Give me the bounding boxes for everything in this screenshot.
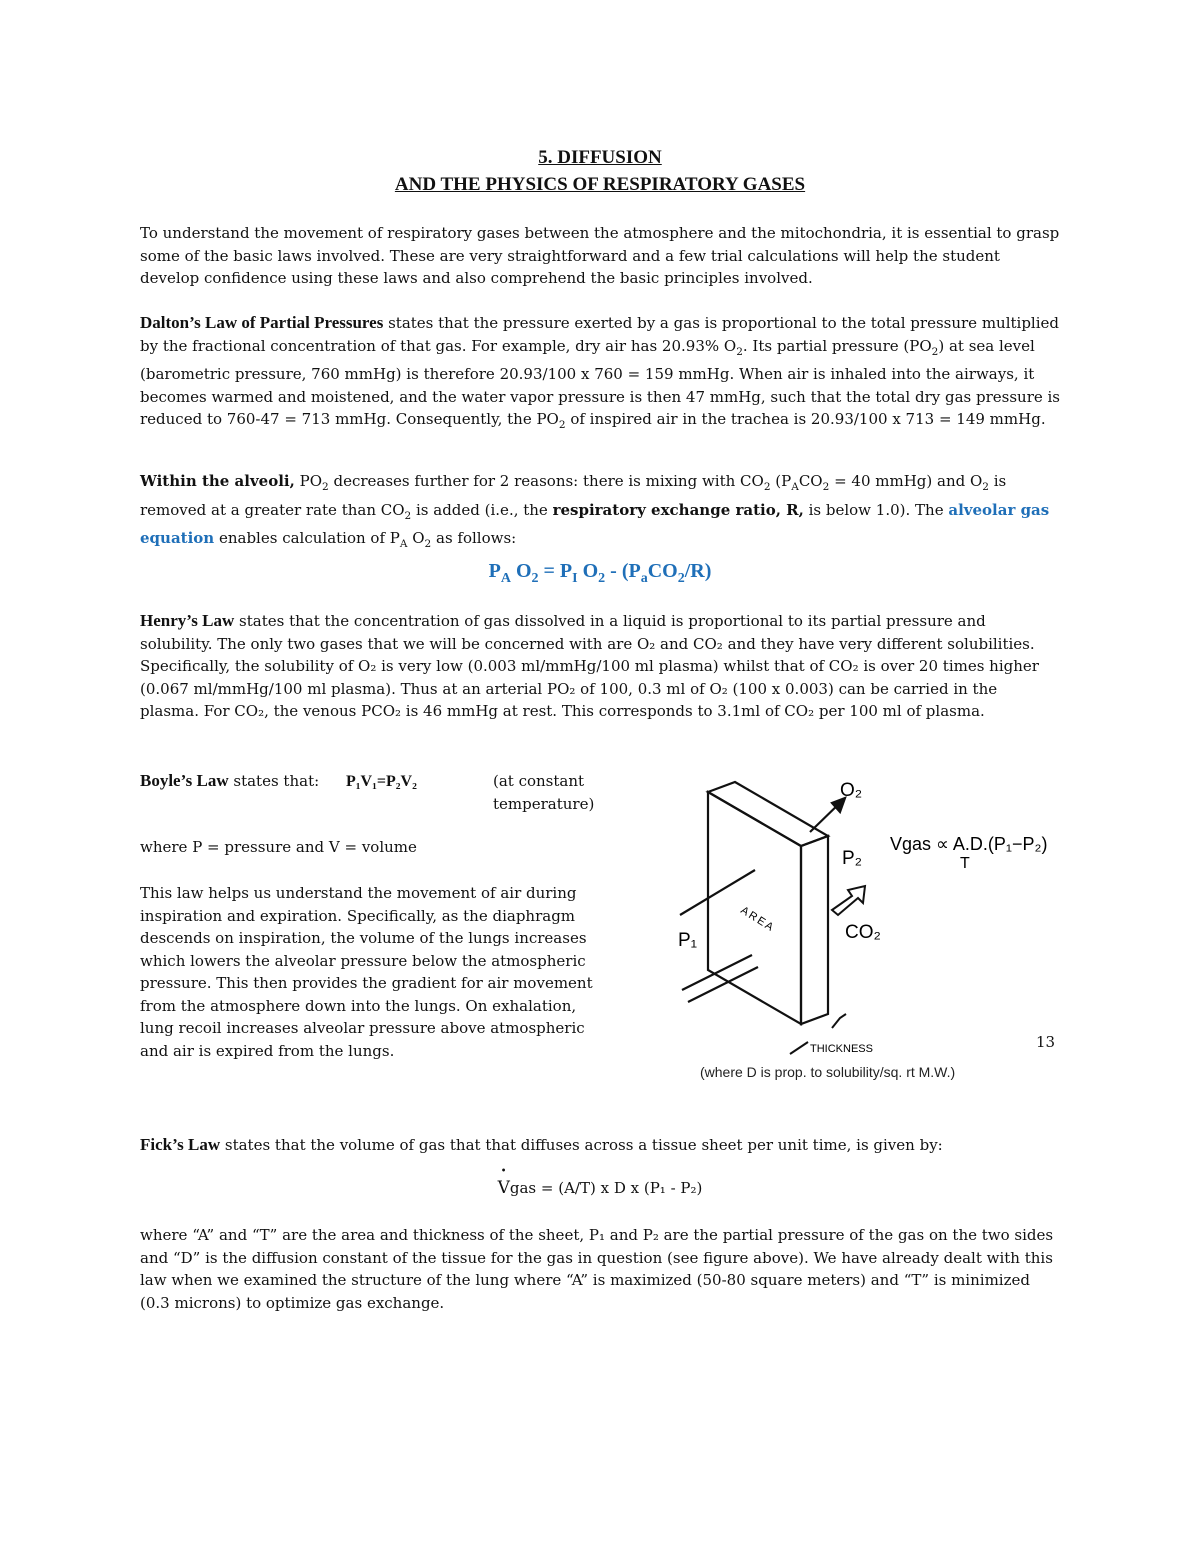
dalton-text: states that the pressure exerted by a gas is proportional to the total pressure multiplied by the fractional concentration of that gas. For example, dry air has 20.93% O [140, 314, 1060, 355]
thickness-arrow [790, 1042, 808, 1054]
fick-equation [0, 1178, 1200, 1198]
fick-heading: Fick’s Law [140, 1135, 221, 1154]
subscript: 2 [736, 345, 743, 358]
boyle-paragraph: This law helps us understand the movement of air during inspiration and expiration. Specifically, as the diaphragm descends on inspiration, the volume of the lungs increases which lowers the alveolar pressure below the atmospheric pressure. This then provides the gradient for air movement from the atmosphere down into the lungs. On exhalation, lung recoil increases alveolar pressure above atmospheric and air is expired from the lungs. [140, 884, 593, 1060]
alveolar-gas-equation-link[interactable]: alveolar gas equation [140, 500, 1050, 547]
thickness-label: THICKNESS [810, 1043, 873, 1055]
dalton-text: of inspired air in the trachea is 20.93/100 x 713 = 149 mmHg. [565, 410, 1046, 428]
alveoli-text: O [407, 529, 425, 547]
eq-part: CO [647, 560, 678, 582]
figure-caption: (where D is prop. to solubility/sq. rt M.W.) [700, 1064, 956, 1080]
fick-text: states that the volume of gas that that diffuses across a tissue sheet per unit time, is given by: [220, 1136, 943, 1154]
page-title [0, 144, 1200, 198]
co2-arrow-shape [832, 886, 865, 915]
subscript: 2 [931, 345, 939, 358]
o2-arrow [810, 798, 845, 832]
sheet-side [801, 836, 828, 1024]
vgas-formula: Vgas ∝ A.D.(P₁−P₂) [890, 834, 1048, 854]
page-number: 13 [1036, 1033, 1056, 1051]
respiratory-exchange-ratio: respiratory exchange ratio, R, [552, 500, 804, 519]
intro-paragraph: To understand the movement of respiratory gases between the atmosphere and the mitochondria, it is essential to grasp some of the basic laws involved. These are very straightforward and a few trial calculations will help the student develop confidence using these laws and also comprehend the basic principles involved. [140, 224, 1060, 287]
alveoli-paragraph [140, 470, 1060, 556]
subscript: 2 [404, 509, 412, 522]
o2-label: O₂ [840, 780, 863, 801]
dalton-heading: Dalton’s Law of Partial Pressures [140, 313, 384, 332]
area-label: AREA [738, 904, 777, 935]
subscript: 2 [982, 481, 989, 493]
fick-explanation: where “A” and “T” are the area and thickness of the sheet, P₁ and P₂ are the partial pressure of the gas on the two sides and “D” is the diffusion constant of the tissue for the gas in question (see figure above). We have already dealt with this law when we examined the structure of the lung where “A” is maximized (50-80 square meters) and “T” is minimized (0.3 microns) to optimize gas exchange. [140, 1226, 1054, 1312]
eq-part: P [488, 560, 501, 582]
alveoli-text: (P [770, 472, 792, 490]
alveoli-text: decreases further for 2 reasons: there is mixing with CO [328, 472, 764, 490]
subscript: 2 [822, 481, 830, 493]
dalton-text: . Its partial pressure (PO [742, 336, 932, 355]
eq-part: = P [538, 560, 573, 582]
tissue-sheet [708, 782, 828, 1024]
fick-paragraph [140, 1134, 1060, 1157]
henry-paragraph [140, 610, 1060, 723]
eq-sub: I [572, 571, 578, 586]
subscript: 2 [322, 481, 329, 493]
alveoli-text: PO [294, 472, 323, 490]
fick-equation-text: gas = (A/T) x D x (P₁ - P₂) [509, 1179, 703, 1197]
title-line-1: 5. DIFFUSION [538, 147, 662, 168]
vgas-denominator: T [960, 855, 970, 872]
alveoli-heading: Within the alveoli, [140, 472, 295, 490]
sheet-front [708, 792, 801, 1024]
subscript-a: A [399, 538, 408, 550]
eq-sub: A [500, 571, 511, 586]
subscript-a: A [791, 481, 799, 493]
thickness-tick [832, 1014, 846, 1028]
eq-part: O [577, 560, 599, 582]
eq-sub: 2 [677, 571, 685, 586]
boyle-where: where P = pressure and V = volume [140, 838, 417, 856]
subscript: 2 [424, 538, 432, 550]
v-dot: • V [498, 1178, 510, 1198]
eq-part: - (P [605, 560, 641, 582]
alveoli-text: = 40 mmHg) and O [829, 472, 983, 490]
alveoli-text: as follows: [431, 529, 517, 547]
alveoli-text: is below 1.0). The [803, 500, 949, 519]
subscript: 2 [558, 419, 566, 431]
eq-sub: a [640, 571, 648, 586]
sheet-top [708, 782, 828, 846]
lower-bar-bottom [688, 967, 758, 1002]
eq-part: /R) [684, 560, 712, 582]
title-line-2: AND THE PHYSICS OF RESPIRATORY GASES [394, 174, 806, 195]
alveolar-gas-equation [0, 560, 1200, 587]
eq-sub: 2 [598, 571, 606, 586]
lower-bar-top [682, 955, 752, 990]
alveoli-text: is removed at a greater rate than CO [140, 472, 1007, 519]
alveoli-text: enables calculation of P [214, 529, 400, 547]
boyle-equation: P₁V₁=P₂V₂ [345, 773, 417, 790]
henry-heading: Henry’s Law [140, 611, 235, 630]
eq-sub: 2 [531, 571, 539, 586]
subscript: 2 [763, 481, 771, 493]
fick-diffusion-figure [660, 770, 1080, 1090]
p1-label: P₁ [678, 930, 698, 951]
henry-text: states that the concentration of gas dissolved in a liquid is proportional to its partial pressure and solubility. The only two gases that we will be concerned with are O₂ and CO₂ and they have very different solubilities. Specifically, the solubility of O₂ is very low (0.003 ml/mmHg/100 ml plasma) whilst that of CO₂ is over 20 times higher (0.067 ml/mmHg/100 ml plasma). Thus at an arterial PO₂ of 100, 0.3 ml of O₂ (100 x 0.003) can be carried in the plasma. For CO₂, the venous PCO₂ is 46 mmHg at rest. This corresponds to 3.1ml of CO₂ per 100 ml of plasma. [140, 612, 1039, 720]
dalton-paragraph [140, 312, 1060, 437]
constant-temperature-note: (at constant temperature) [493, 772, 595, 813]
co2-label: CO₂ [845, 922, 881, 943]
dalton-text: ) at sea level (barometric pressure, 760 mmHg) is therefore 20.93/100 x 760 = 159 mmHg. When air is inhaled into the airways, it becomes warmed and moistened, and the water vapor pressure is then 47 mmHg, such that the total dry gas pressure is reduced to 760-47 = 713 mmHg. Consequently, the PO [140, 336, 1061, 428]
boyle-heading: Boyle’s Law [140, 771, 229, 790]
eq-part: O [510, 560, 532, 582]
alveoli-text: is added (i.e., the [411, 500, 553, 519]
co2-arrow [832, 886, 865, 915]
p2-label: P₂ [842, 848, 863, 869]
boyle-states: states that: [228, 772, 320, 790]
alveoli-text: CO [798, 472, 823, 490]
